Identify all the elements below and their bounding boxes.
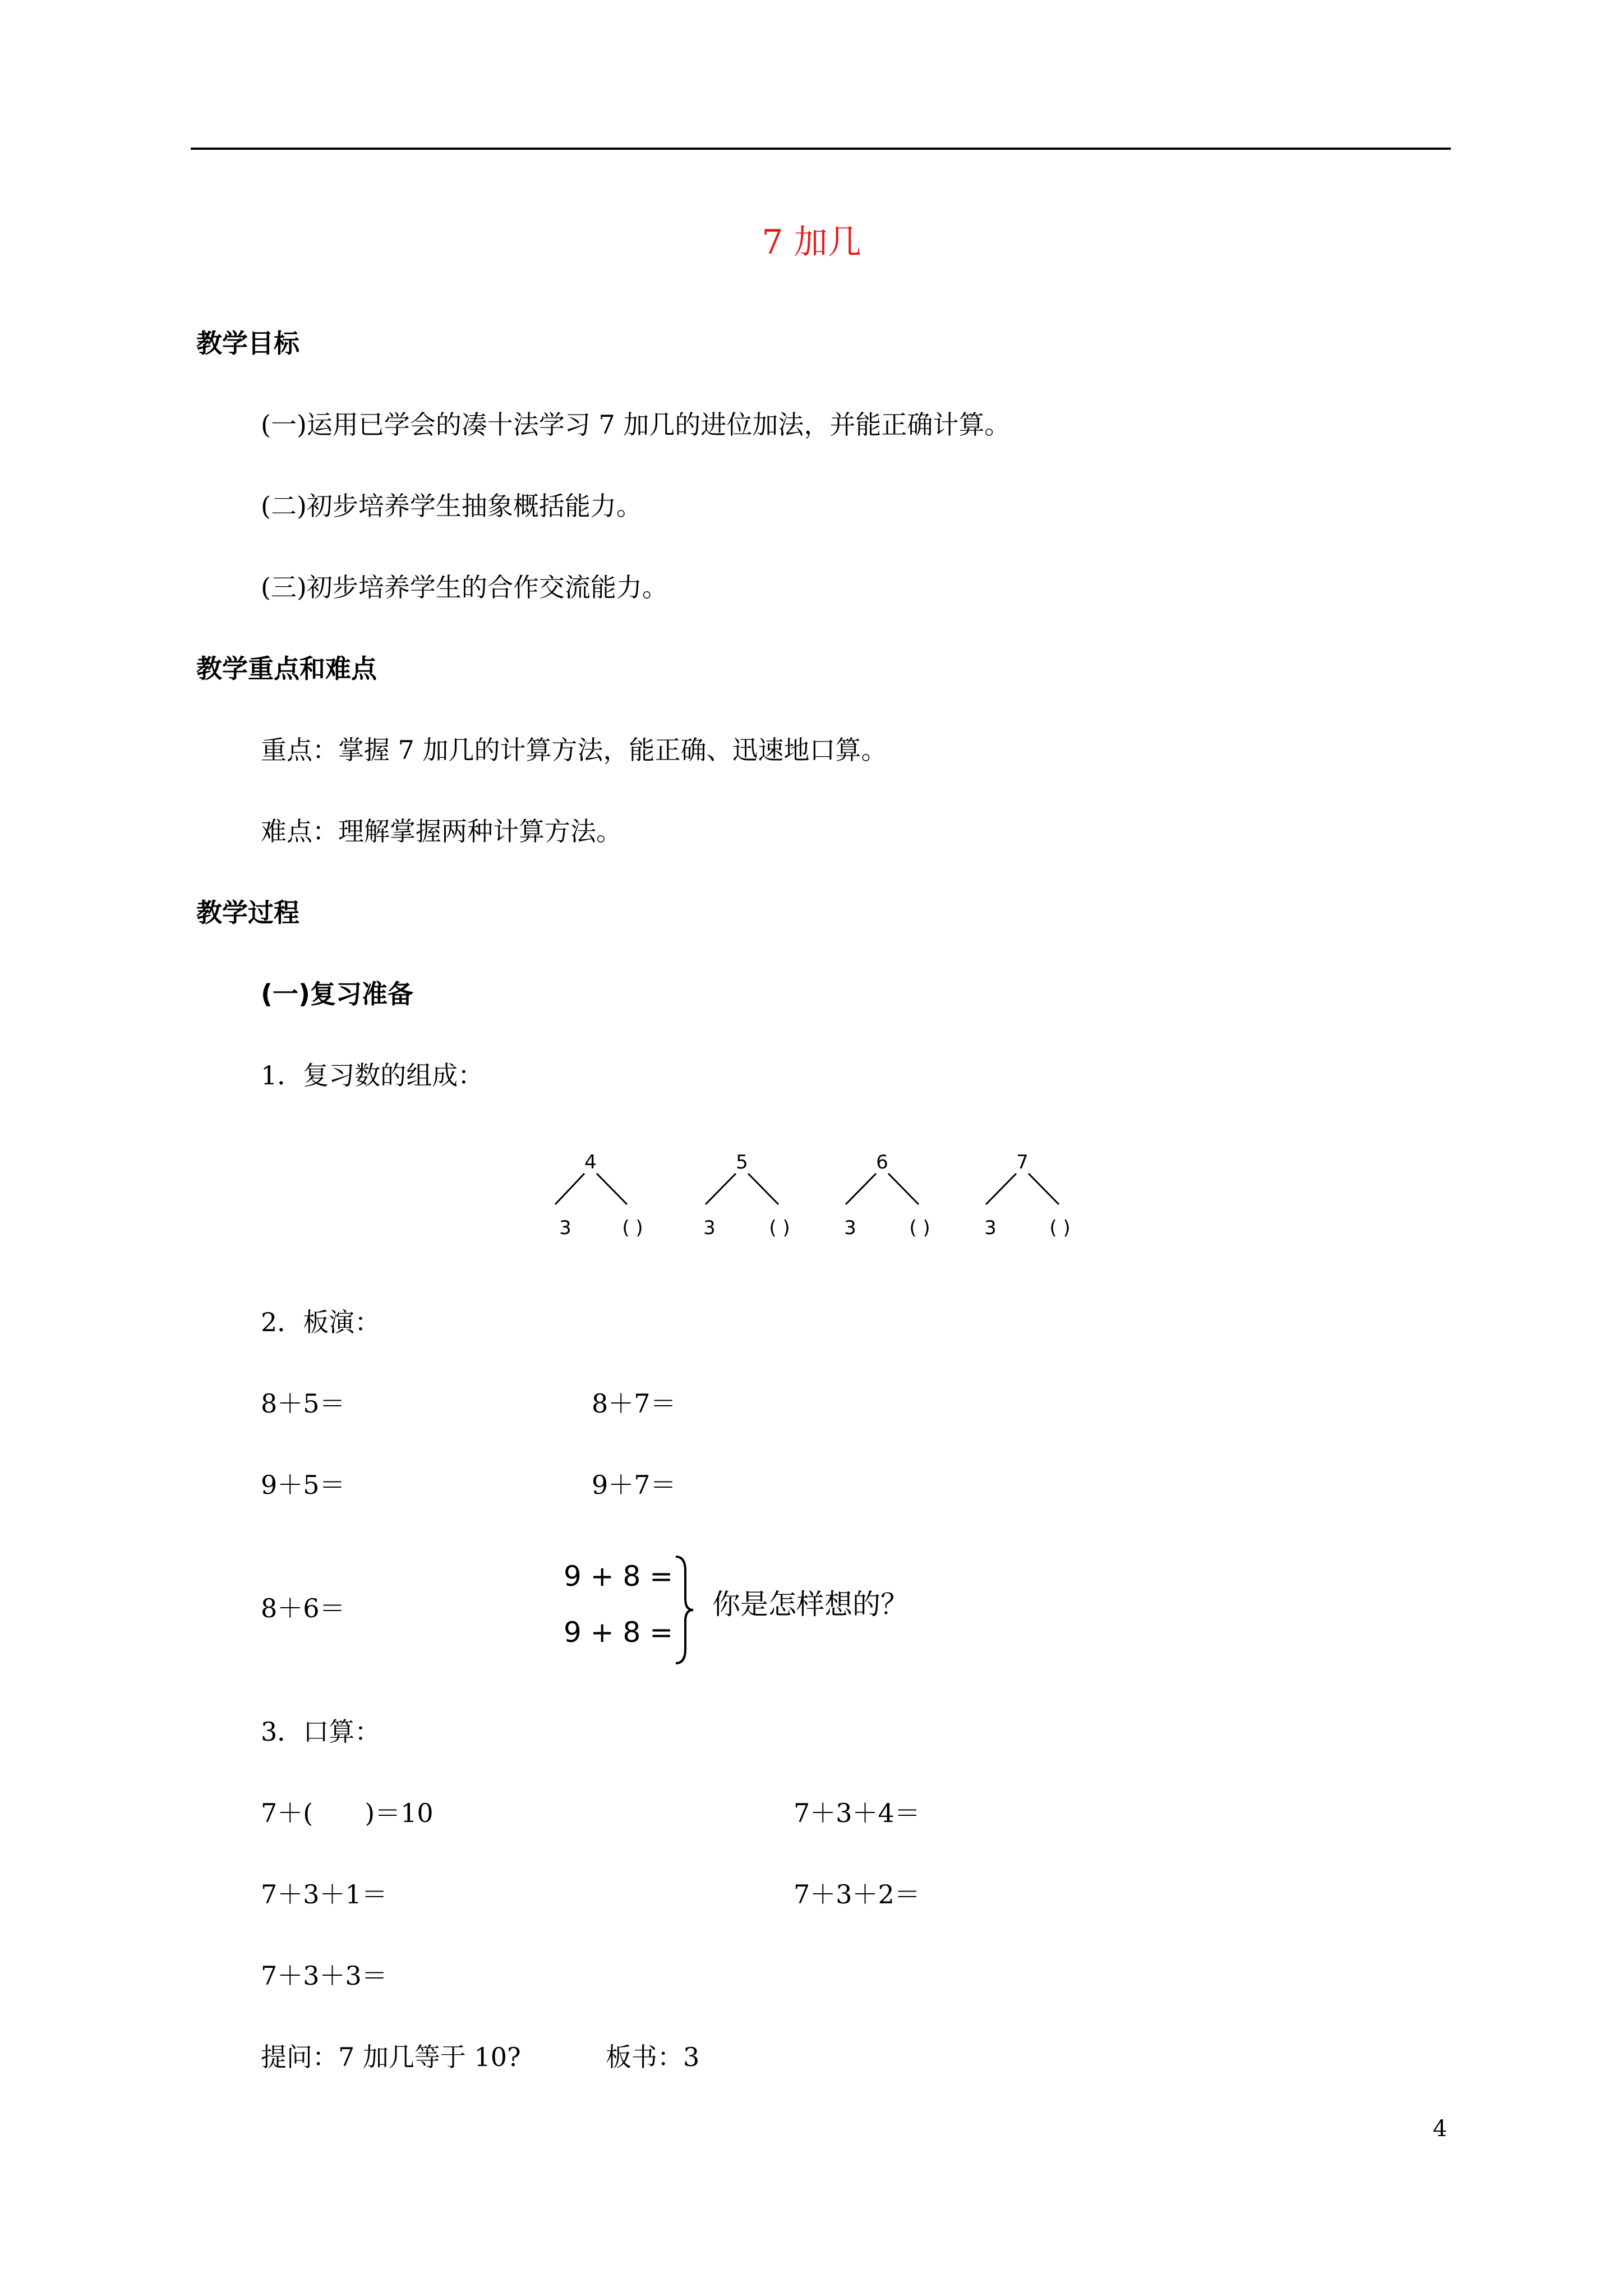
header-rule <box>191 148 1451 150</box>
board-eq-3: 9＋5＝ <box>261 1470 345 1500</box>
question-text: 提问：7 加几等于 10? <box>261 2042 521 2072</box>
board-eq-1: 8＋5＝ <box>261 1388 345 1419</box>
tree-right-blank: ( ) <box>1049 1217 1071 1239</box>
item-3-label: 3．口算： <box>261 1717 381 1747</box>
board-note: 板书：3 <box>606 2042 700 2072</box>
process-heading: 教学过程 <box>196 898 299 928</box>
oral-eq-4: 7＋3＋2＝ <box>794 1879 920 1910</box>
oral-eq-1: 7＋( )＝10 <box>261 1798 434 1828</box>
key-heading: 教学重点和难点 <box>196 654 377 684</box>
composition-trees <box>538 1150 1099 1251</box>
goals-heading: 教学目标 <box>196 328 299 358</box>
tree-right-blank: ( ) <box>909 1217 930 1239</box>
brace-equation-2: 9 + 8 = <box>564 1616 674 1649</box>
composition-tree <box>555 1151 643 1239</box>
goal-item-3: (三)初步培养学生的合作交流能力。 <box>261 572 668 602</box>
item-2-label: 2．板演： <box>261 1307 381 1337</box>
item-1-label: 1．复习数的组成： <box>261 1060 484 1091</box>
tree-left-number: 3 <box>984 1217 997 1239</box>
page-number: 4 <box>1433 2116 1447 2142</box>
composition-tree <box>844 1151 930 1239</box>
curly-brace-icon <box>673 1554 695 1666</box>
board-eq-2: 8＋7＝ <box>592 1388 676 1419</box>
tree-left-number: 3 <box>703 1217 716 1239</box>
tree-left-number: 3 <box>559 1217 571 1239</box>
oral-eq-5: 7＋3＋3＝ <box>261 1961 388 1991</box>
tree-top-number: 4 <box>584 1151 597 1174</box>
board-eq-4: 9＋7＝ <box>592 1470 676 1500</box>
key-point-1: 重点：掌握 7 加几的计算方法，能正确、迅速地口算。 <box>261 735 887 765</box>
brace-note: 你是怎样想的？ <box>712 1588 909 1621</box>
composition-tree <box>703 1151 790 1239</box>
goal-item-2: (二)初步培养学生抽象概括能力。 <box>261 491 642 521</box>
page-title: 7 加几 <box>762 223 861 262</box>
tree-top-number: 6 <box>876 1151 888 1174</box>
tree-right-blank: ( ) <box>769 1217 790 1239</box>
board-eq-5: 8＋6＝ <box>261 1593 345 1623</box>
goal-item-1: (一)运用已学会的凑十法学习 7 加几的进位加法，并能正确计算。 <box>261 409 1011 440</box>
sub-heading: (一)复习准备 <box>261 979 414 1009</box>
key-point-2: 难点：理解掌握两种计算方法。 <box>261 816 622 846</box>
oral-eq-3: 7＋3＋1＝ <box>261 1879 388 1910</box>
tree-top-number: 5 <box>736 1151 748 1174</box>
tree-top-number: 7 <box>1016 1151 1029 1174</box>
brace-equation-1: 9 + 8 = <box>564 1560 674 1593</box>
composition-tree <box>984 1151 1070 1239</box>
oral-eq-2: 7＋3＋4＝ <box>794 1798 920 1828</box>
tree-left-number: 3 <box>844 1217 856 1239</box>
tree-right-blank: ( ) <box>622 1217 643 1239</box>
